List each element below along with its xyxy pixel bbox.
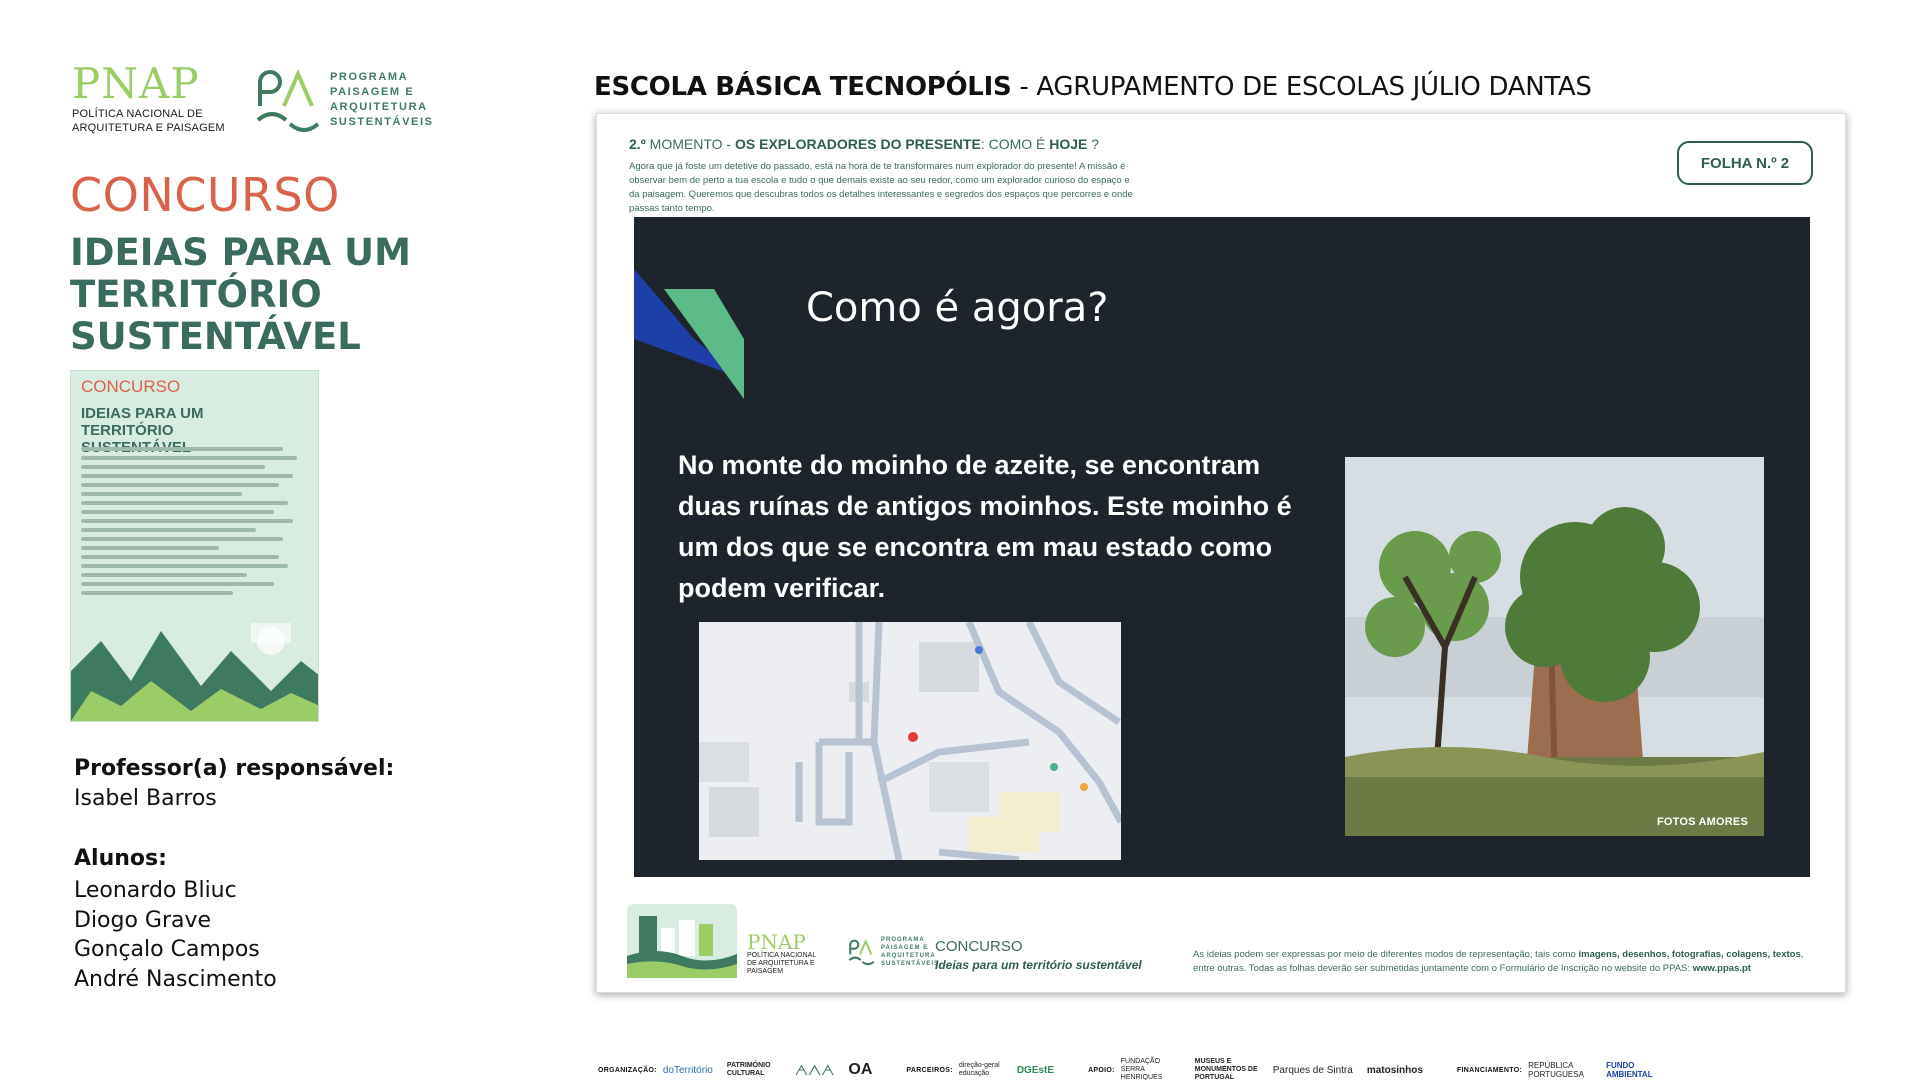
sponsor-logo: DGEstE <box>1016 1064 1055 1076</box>
footer-pnap-logo <box>747 932 827 976</box>
footer-pnap-subtitle: POLÍTICA NACIONAL DE ARQUITETURA E PAISAGEM <box>747 952 816 975</box>
student-name: Leonardo Bliuc <box>74 878 237 903</box>
moment-number: 2.º <box>629 136 646 152</box>
pnap-logo <box>72 59 242 134</box>
partners-label: PARCEIROS: <box>906 1066 953 1074</box>
teacher-label: Professor(a) responsável: <box>74 756 395 781</box>
sponsor-logo: FUNDAÇÃO SERRA HENRIQUES <box>1120 1058 1163 1080</box>
sponsor-logo: direção-geral educação <box>958 1062 1000 1077</box>
note-text: As ideias podem ser expressas por meio de diferentes modos de representação, tais como <box>1193 949 1579 960</box>
ppa-text <box>330 70 434 130</box>
sheet-footer <box>619 882 1829 982</box>
student-name: Diogo Grave <box>74 907 212 933</box>
pnap-subtitle-1: POLÍTICA NACIONAL DE <box>72 108 203 120</box>
support-label: APOIO: <box>1088 1066 1115 1074</box>
footer-ppa-line: SUSTENTÁVEIS <box>881 961 940 967</box>
sheet-number-badge: FOLHA N.º 2 <box>1677 141 1813 185</box>
contest-label: CONCURSO <box>70 168 340 222</box>
photo-image <box>1345 457 1764 836</box>
ppa-line: ARQUITETURA <box>330 101 428 113</box>
slide-title: Como é agora? <box>806 285 1109 331</box>
footer-ppa-logo <box>847 936 939 968</box>
pnap-subtitle-2: ARQUITETURA E PAISAGEM <box>72 122 225 134</box>
footer-ppa-line: ARQUITETURA <box>881 953 936 959</box>
map-image <box>699 622 1121 860</box>
student-name: André Nascimento <box>74 966 277 992</box>
sponsor-logo: REPÚBLICA PORTUGUESA <box>1528 1061 1584 1079</box>
note-emphasis: imagens, desenhos, fotografias, colagens, textos <box>1578 949 1801 960</box>
student-name: Gonçalo Campos <box>74 937 260 962</box>
ppa-line: PROGRAMA <box>330 71 409 83</box>
moment-intro: Agora que já foste um detetive do passado, está na hora de te transformares num explorador do presente! A missão é observar bem de perto a tua escola e tudo o que demais existe ao seu redor, como um explorador curioso do espaço e da paisagem. Queremos que descubras todos os detalhes interessantes e segredos dos espaços que percorres e onde passas tanto tempo. <box>629 161 1133 214</box>
school-name: ESCOLA BÁSICA TECNOPÓLIS <box>594 72 1012 102</box>
moment-today: HOJE <box>1049 136 1088 152</box>
students-label: Alunos: <box>74 846 167 871</box>
moment-end: ? <box>1087 136 1100 152</box>
sponsor-logo: FUNDO AMBIENTAL <box>1606 1061 1653 1079</box>
footer-submission-note <box>1193 948 1823 976</box>
poster-mountains-illustration <box>71 611 319 721</box>
ppa-line: PAISAGEM E <box>330 86 415 98</box>
sponsor-logo: MUSEUS E MONUMENTOS DE PORTUGAL <box>1194 1058 1258 1080</box>
city-illustration-icon <box>627 894 737 978</box>
poster-body-text <box>81 447 311 617</box>
moment-title: OS EXPLORADORES DO PRESENTE <box>734 136 981 152</box>
moment-word: MOMENTO - <box>645 136 735 152</box>
sponsor-logo: doTerritório <box>662 1064 713 1076</box>
note-text: , entre outras. Todas as folhas deverão ser submetidas juntamente com o Formulário de Inscrição no website do PPAS: <box>1193 949 1804 974</box>
students-list <box>74 876 277 994</box>
footer-ppa-mark-icon <box>847 937 877 967</box>
sponsor-logo: PATRIMÓNIO CULTURAL <box>726 1062 771 1077</box>
moment-question: : COMO É <box>980 136 1050 152</box>
sponsor-logo: OA <box>848 1061 873 1078</box>
ppa-mark-icon <box>252 64 326 136</box>
footer-pnap-wordmark: PNAP <box>747 930 806 954</box>
header-logos <box>72 59 434 136</box>
poster-contest-label: CONCURSO <box>81 377 181 396</box>
worksheet <box>596 113 1846 993</box>
ppa-line: SUSTENTÁVEIS <box>330 116 434 128</box>
sponsor-logo: matosinhos <box>1366 1064 1423 1076</box>
footer-ppa-line: PROGRAMA <box>881 937 925 943</box>
school-group: - AGRUPAMENTO DE ESCOLAS JÚLIO DANTAS <box>1011 72 1592 102</box>
org-label: ORGANIZAÇÃO: <box>598 1066 657 1074</box>
teacher-name: Isabel Barros <box>74 786 217 811</box>
sponsor-logo: Parques de Sintra <box>1272 1064 1353 1076</box>
school-title <box>594 72 1592 102</box>
photo-credit: FOTOS AMORES <box>1656 816 1748 828</box>
sponsor-logo: ᗅᐱᗅ <box>794 1061 835 1078</box>
footer-contest-label: CONCURSO <box>935 938 1023 955</box>
pnap-wordmark: PNAP <box>72 59 200 108</box>
ppa-logo <box>252 64 434 136</box>
moment-heading <box>629 136 1099 152</box>
note-url: www.ppas.pt <box>1692 963 1751 974</box>
sponsors-bar <box>598 1052 1848 1080</box>
windmill-ruin-photo <box>1345 457 1764 836</box>
presentation-slide <box>634 217 1810 877</box>
footer-contest-title: Ideias para um território sustentável <box>935 958 1142 972</box>
funding-label: FINANCIAMENTO: <box>1456 1066 1523 1074</box>
footer-ppa-line: PAISAGEM E <box>881 945 929 951</box>
contest-title: IDEIAS PARA UM TERRITÓRIO SUSTENTÁVEL <box>70 231 411 358</box>
contest-poster-thumbnail <box>70 370 319 722</box>
footer-ppa-text <box>881 936 939 968</box>
slide-description: No monte do moinho de azeite, se encontram duas ruínas de antigos moinhos. Este moinho é um dos que se encontra em mau estado como podem verificar. <box>678 450 1292 603</box>
slide-accent-shape <box>634 269 774 409</box>
location-map <box>699 622 1121 860</box>
poster-contest-title: IDEIAS PARA UM TERRITÓRIO <box>81 405 204 439</box>
